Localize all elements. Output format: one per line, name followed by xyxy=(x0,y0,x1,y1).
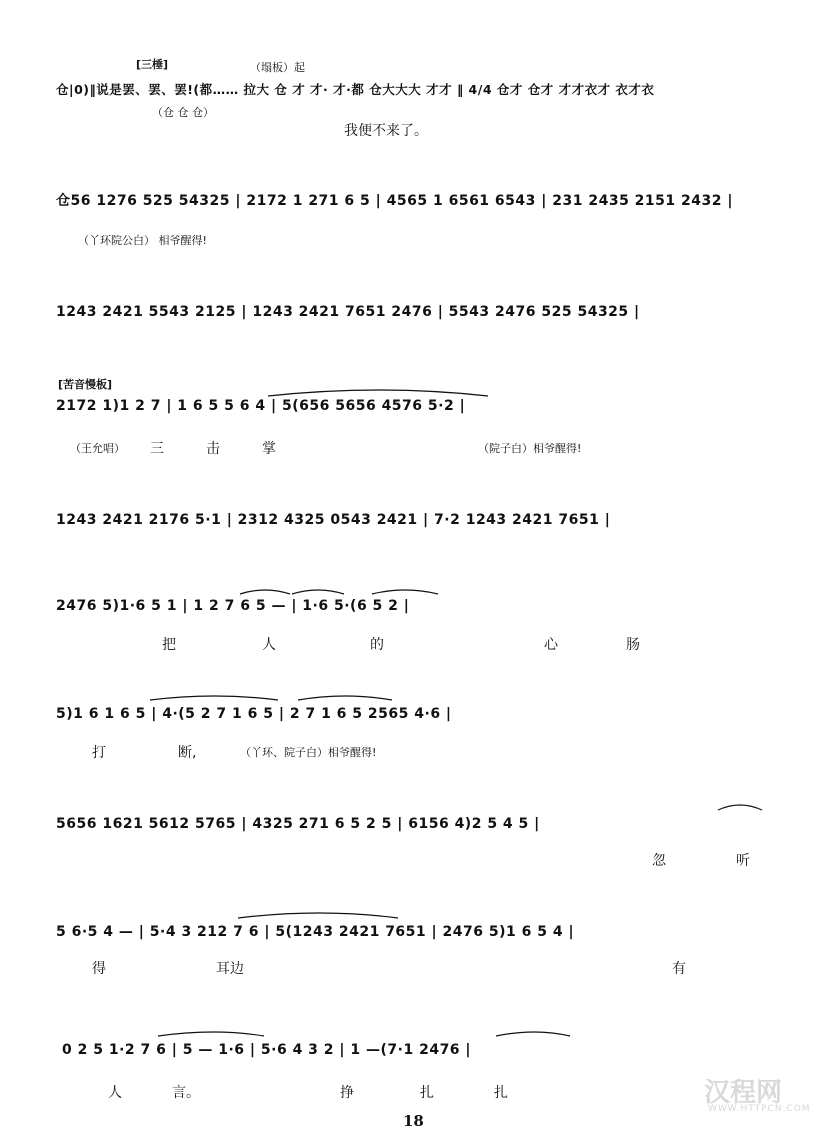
lyric-word: 听 xyxy=(736,853,750,869)
lyric-dialogue: （丫环、院子白）相爷醒得! xyxy=(240,746,377,759)
lyric-word: 心 xyxy=(544,637,558,653)
notation-line-1: 仓|0)‖说是罢、罢、罢!(都…… 拉大 仓 才 才· 才·都 仓大大大 才才 ‖ 4/4 仓才 仓才 才才衣才 衣才衣 xyxy=(56,82,655,97)
notation-line-7: 5)1 6 1 6 5 | 4·(5 2 7 1 6 5 | 2 7 1 6 5 2565 4·6 | xyxy=(56,706,452,722)
lyric-word: 扎 xyxy=(494,1085,508,1101)
lyric-word: 言。 xyxy=(172,1085,200,1101)
lyric-word: 有 xyxy=(672,961,686,977)
lyric-line-2: （丫环院公白） 相爷醒得! xyxy=(78,234,207,247)
lyric-word: 打 xyxy=(92,745,106,761)
watermark-url: WWW.HTTPCN.COM xyxy=(708,1104,811,1114)
lyric-word: 三 xyxy=(150,441,164,457)
tempo-label: （塌板）起 xyxy=(250,61,305,74)
lyric-word: 肠 xyxy=(626,637,640,653)
lyric-singer: （王允唱） xyxy=(70,442,125,455)
lyric-word: 掌 xyxy=(262,441,276,457)
lyric-word: 的 xyxy=(370,637,384,653)
lyric-word: 扎 xyxy=(420,1085,434,1101)
notation-line-10: 0 2 5 1·2 7 6 | 5 — 1·6 | 5·6 4 3 2 | 1 —(7·1 2476 | xyxy=(62,1042,472,1058)
lyric-word: 得 xyxy=(92,961,106,977)
lyric-line-1: 我便不来了。 xyxy=(344,123,428,139)
notation-line-5: 1243 2421 2176 5·1 | 2312 4325 0543 2421 | 7·2 1243 2421 7651 | xyxy=(56,512,611,528)
lyric-word: 人 xyxy=(108,1085,122,1101)
notation-line-4: 2172 1)1 2 7 | 1 6 5 5 6 4 | 5(656 5656 4576 5·2 | xyxy=(56,398,466,414)
notation-line-9: 5 6·5 4 — | 5·4 3 212 7 6 | 5(1243 2421 7651 | 2476 5)1 6 5 4 | xyxy=(56,924,575,940)
lyric-word: 断, xyxy=(178,745,197,761)
notation-line-3: 1243 2421 5543 2125 | 1243 2421 7651 2476 | 5543 2476 525 54325 | xyxy=(56,304,640,320)
section-label-kuyin-manban: [苦音慢板] xyxy=(58,378,113,391)
lyric-word: 耳边 xyxy=(216,961,244,977)
lyric-word: 把 xyxy=(162,637,176,653)
notation-line-2: 仓56 1276 525 54325 | 2172 1 271 6 5 | 4565 1 6561 6543 | 231 2435 2151 2432 | xyxy=(56,193,733,209)
lyric-word: 挣 xyxy=(340,1085,354,1101)
sub-percussion: （仓 仓 仓） xyxy=(152,106,214,119)
lyric-word: 人 xyxy=(262,637,276,653)
page-number: 18 xyxy=(403,1112,424,1130)
notation-line-8: 5656 1621 5612 5765 | 4325 271 6 5 2 5 | 6156 4)2 5 4 5 | xyxy=(56,816,540,832)
watermark-logo: 汉程网 xyxy=(704,1078,783,1108)
lyric-word: 忽 xyxy=(652,853,666,869)
lyric-dialogue: （院子白）相爷醒得! xyxy=(478,442,582,455)
section-label-sanchui: [三棰] xyxy=(136,58,169,71)
lyric-word: 击 xyxy=(206,441,220,457)
notation-line-6: 2476 5)1·6 5 1 | 1 2 7 6 5 — | 1·6 5·(6 5 2 | xyxy=(56,598,410,614)
